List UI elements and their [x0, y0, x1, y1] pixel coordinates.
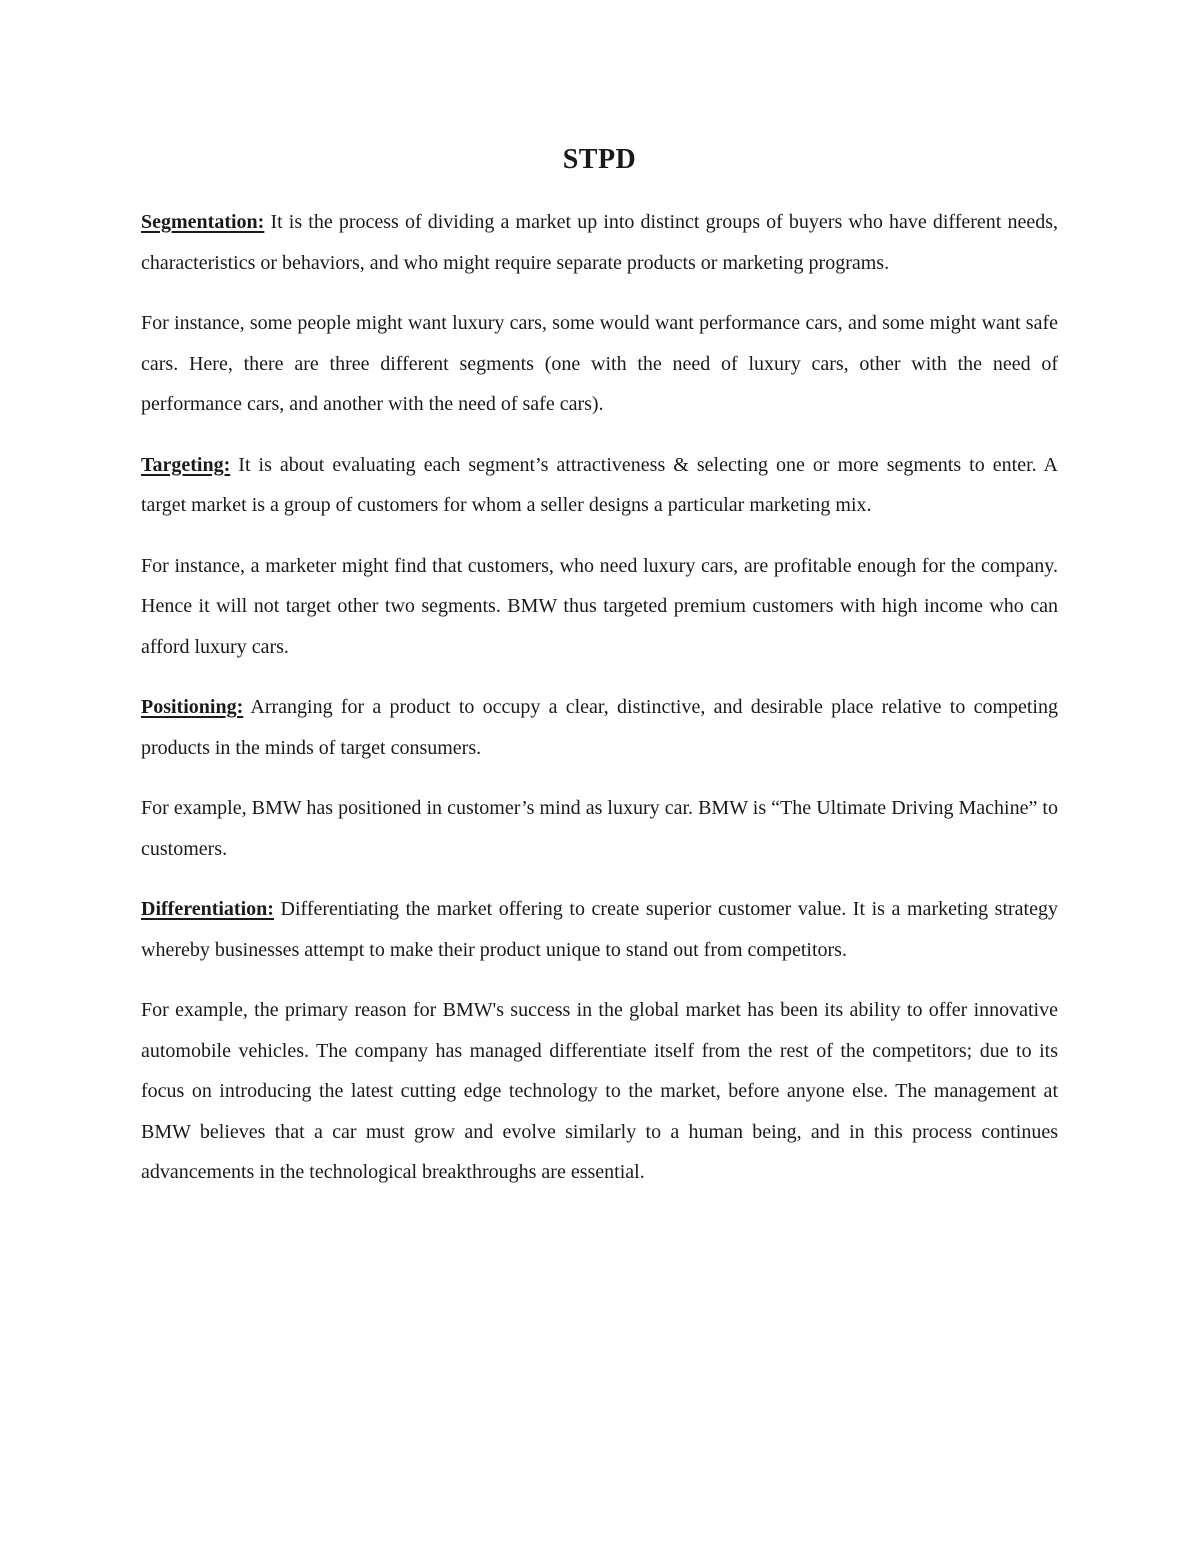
targeting-definition-text: It is about evaluating each segment’s attractiveness & selecting one or more segments to enter. A target market is a group of customers for whom a seller designs a particular marketing mix.	[141, 453, 1058, 516]
targeting-example: For instance, a marketer might find that customers, who need luxury cars, are profitable enough for the company. Hence it will not target other two segments. BMW thus targeted premium customers with high income who can afford luxury cars.	[141, 554, 1058, 658]
positioning-definition-text: Arranging for a product to occupy a clear, distinctive, and desirable place relative to competing products in the minds of target consumers.	[141, 696, 1058, 759]
segmentation-term: Segmentation:	[141, 211, 265, 233]
document-title: STPD	[562, 144, 637, 175]
segmentation-example: For instance, some people might want luxury cars, some would want performance cars, and some might want safe cars. Here, there are three different segments (one with the need of luxury cars, other with the need of performance cars, and another with the need of safe cars).	[141, 312, 1058, 415]
segmentation-definition-text: It is the process of dividing a market up into distinct groups of buyers who have different needs, characteristics or behaviors, and who might require separate products or marketing programs.	[141, 211, 1058, 274]
segmentation-definition	[141, 202, 1058, 283]
positioning-definition	[141, 687, 1058, 768]
targeting-definition	[141, 445, 1058, 526]
targeting-term: Targeting:	[141, 453, 231, 476]
differentiation-term: Differentiation:	[141, 898, 274, 920]
positioning-example: For example, BMW has positioned in customer’s mind as luxury car. BMW is “The Ultimate Driving Machine” to customers.	[141, 797, 1058, 860]
differentiation-definition-text: Differentiating the market offering to create superior customer value. It is a marketing strategy whereby businesses attempt to make their product unique to stand out from competitors.	[141, 898, 1058, 961]
document-page	[141, 138, 1058, 1213]
differentiation-example: For example, the primary reason for BMW's success in the global market has been its ability to offer innovative automobile vehicles. The company has managed differentiate itself from the rest of the competitors; due to its focus on introducing the latest cutting edge technology to the market, before anyone else. The management at BMW believes that a car must grow and evolve similarly to a human being, and in this process continues advancements in the technological breakthroughs are essential.	[141, 999, 1058, 1183]
differentiation-definition	[141, 889, 1058, 970]
positioning-term: Positioning:	[141, 696, 244, 718]
